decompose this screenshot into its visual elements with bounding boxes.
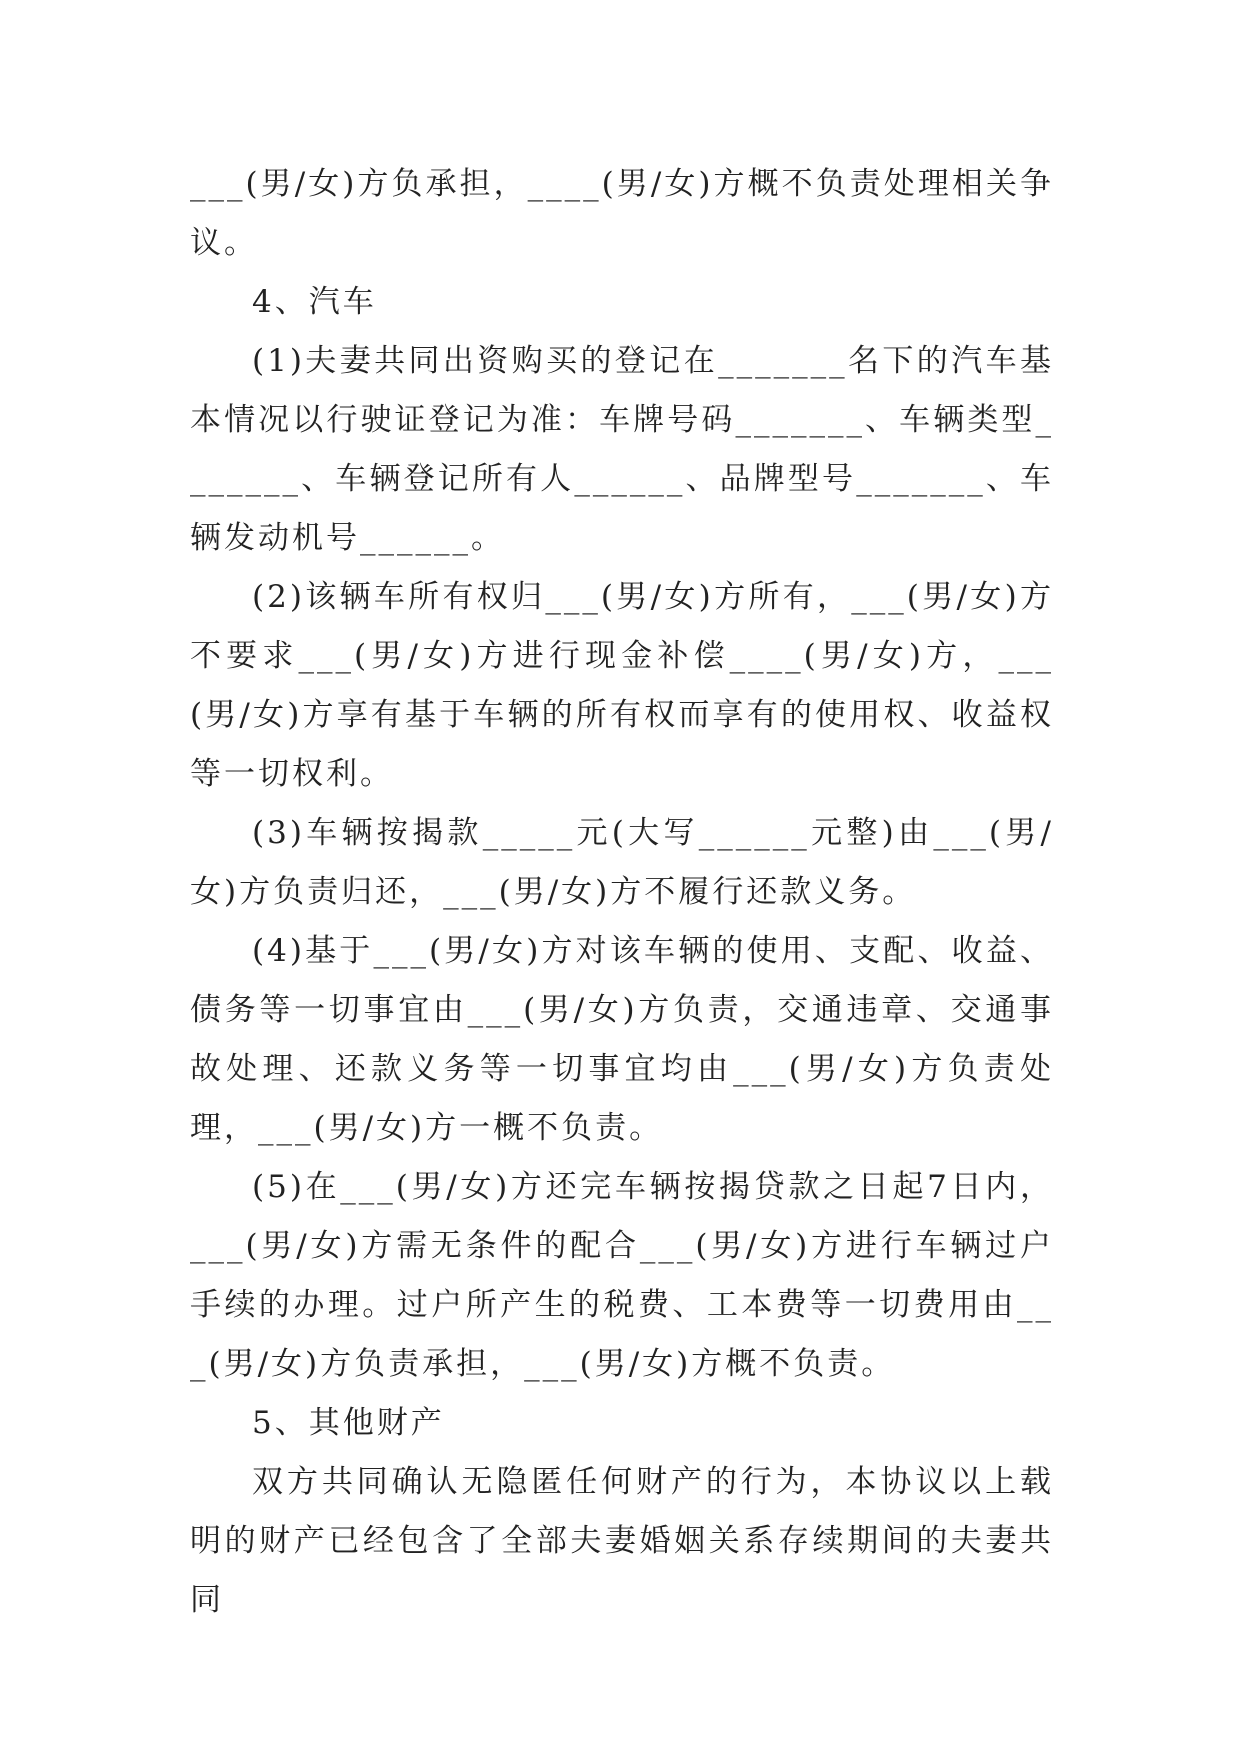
clause-1: (1)夫妻共同出资购买的登记在_______名下的汽车基本情况以行驶证登记为准：车牌号码_______、车辆类型_______、车辆登记所有人______、品牌型号_______、车辆发动机号______。 <box>190 343 1054 556</box>
clause-4: (4)基于___(男/女)方对该车辆的使用、支配、收益、债务等一切事宜由___(男/女)方负责，交通违章、交通事故处理、还款义务等一切事宜均由___(男/女)方负责处理，___(男/女)方一概不负责。 <box>190 933 1054 1146</box>
section-heading-car: 4、汽车 <box>252 284 377 320</box>
paragraph-other-property: 双方共同确认无隐匿任何财产的行为，本协议以上载明的财产已经包含了全部夫妻婚姻关系存续期间的夫妻共同 <box>190 1464 1054 1618</box>
document-body <box>190 155 1054 1630</box>
paragraph-continuation: ___(男/女)方负承担，____(男/女)方概不负责处理相关争议。 <box>190 166 1054 261</box>
section-heading-other-property: 5、其他财产 <box>252 1405 445 1441</box>
clause-3: (3)车辆按揭款_____元(大写______元整)由___(男/女)方负责归还，___(男/女)方不履行还款义务。 <box>190 815 1054 910</box>
clause-2: (2)该辆车所有权归___(男/女)方所有，___(男/女)方不要求___(男/女)方进行现金补偿____(男/女)方，___(男/女)方享有基于车辆的所有权而享有的使用权、收益权等一切权利。 <box>190 579 1054 792</box>
clause-5: (5)在___(男/女)方还完车辆按揭贷款之日起7日内，___(男/女)方需无条件的配合___(男/女)方进行车辆过户手续的办理。过户所产生的税费、工本费等一切费用由___(男/女)方负责承担，___(男/女)方概不负责。 <box>190 1169 1054 1382</box>
